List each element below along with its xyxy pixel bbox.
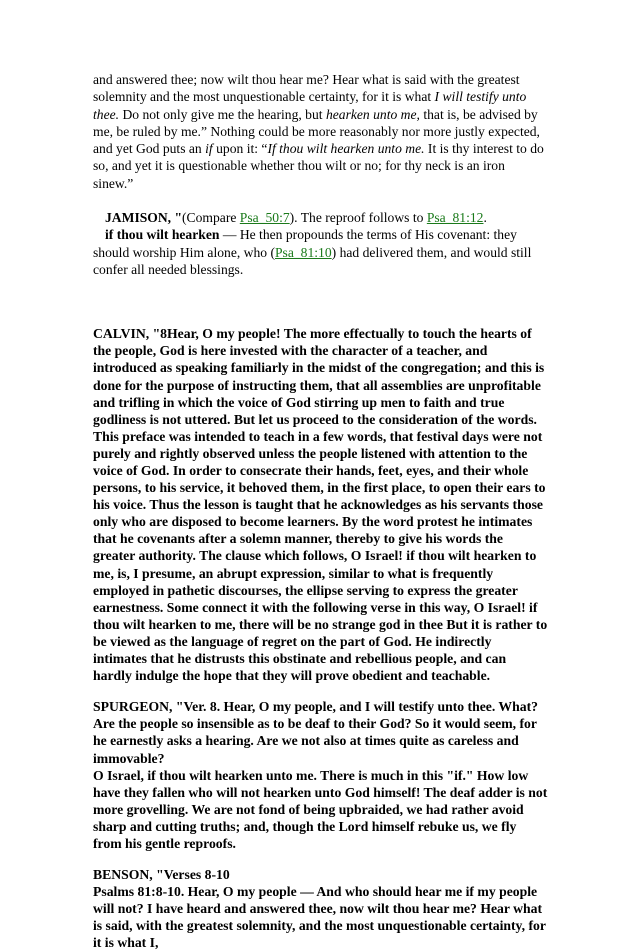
scripture-link-psa-81-12[interactable]: Psa_81:12 xyxy=(426,210,484,226)
commentary-upper xyxy=(93,71,548,278)
italic-run: hearken unto me, xyxy=(325,106,420,122)
benson-heading: BENSON, "Verses 8-10 xyxy=(93,867,230,883)
italic-run: if xyxy=(205,141,213,157)
jamison-paragraph xyxy=(93,209,548,226)
hearken-paragraph xyxy=(93,226,548,278)
text-run: that is, be advised by me, be ruled by me.” Nothing could be more reasonably nor more justly expected, and yet God puts an xyxy=(93,106,540,157)
intro-paragraph xyxy=(93,71,548,192)
hearken-label: if thou wilt hearken xyxy=(105,227,220,243)
text-run: — He then propounds the terms of His covenant: they should worship Him alone, who ( xyxy=(93,227,517,260)
italic-run: I will testify unto thee. xyxy=(93,89,527,122)
scripture-link-psa-81-10[interactable]: Psa_81:10 xyxy=(275,244,332,260)
text-run: It is thy interest to do so, and yet it is questionable whether thou wilt or no; for thy neck is an iron sinew.” xyxy=(93,141,544,191)
commentary-lower xyxy=(93,325,548,951)
jamison-label: JAMISON, " xyxy=(105,210,183,226)
spurgeon-paragraph: SPURGEON, "Ver. 8. Hear, O my people, and I will testify unto thee. What? Are the people so insensible as to be deaf to their God? So it would seem, for he earnestly asks a hearing. Are we not also at times quite as careless and immovable? xyxy=(93,699,538,766)
text-run: upon it: “ xyxy=(212,141,268,157)
scripture-link-psa-50-7[interactable]: Psa_50:7 xyxy=(239,210,290,226)
spurgeon-paragraph-continued: O Israel, if thou wilt hearken unto me. There is much in this "if." How low have they fallen who will not hearken unto God himself! The deaf adder is not more grovelling. We are not fond of being upbraided, we had rather avoid sharp and cutting truths; and, though the Lord himself rebuke us, we fly from his gentle reproofs. xyxy=(93,767,548,851)
text-run: ) had delivered them, and would still confer all needed blessings. xyxy=(93,244,532,277)
text-run: Do not only give me the hearing, but xyxy=(119,106,326,122)
text-run: and answered thee; now wilt thou hear me? Hear what is said with the greatest solemnity and the most unquestionable certainty, for it is what xyxy=(93,72,520,105)
italic-run: If thou wilt hearken unto me. xyxy=(267,141,425,157)
benson-paragraph: Psalms 81:8-10. Hear, O my people — And who should hear me if my people will not? I have heard and answered thee, now wilt thou hear me? Hear what is said, with the greatest solemnity, and the most unquestionable certainty, for it is what I, xyxy=(93,884,546,951)
text-run: (Compare xyxy=(182,210,240,226)
text-run: ). The reproof follows to xyxy=(289,210,427,226)
calvin-paragraph: CALVIN, "8Hear, O my people! The more effectually to touch the hearts of the people, God is here invested with the character of a teacher, and introduced as speaking familiarly in the midst of the congregation; and this is done for the purpose of instructing them, that all assemblies are unprofitable and trifling in which the voice of God stirring up men to faith and true godliness is not uttered. But let us proceed to the consideration of the words. This preface was intended to teach in a few words, that festival days were not purely and rightly observed unless the people listened with attention to the voice of God. In order to consecrate their hands, feet, eyes, and their whole persons, to his service, it behoved them, in the first place, to open their ears to his voice. Thus the lesson is taught that he acknowledges as his servants those only who are disposed to become learners. By the word protest he intimates that he covenants after a solemn manner, thereby to give his words the greater authority. The clause which follows, O Israel! if thou wilt hearken to me, is, I presume, an abrupt expression, similar to what is frequently employed in pathetic discourses, the ellipse serving to express the greater earnestness. Some connect it with the following verse in this way, O Israel! if thou wilt hearken to me, there will be no strange god in thee But it is rather to be viewed as the language of regret on the part of God. He indirectly intimates that he distrusts this obstinate and rebellious people, and can hardly indulge the hope that they will prove obedient and teachable. xyxy=(93,326,548,684)
text-run: . xyxy=(483,210,487,226)
